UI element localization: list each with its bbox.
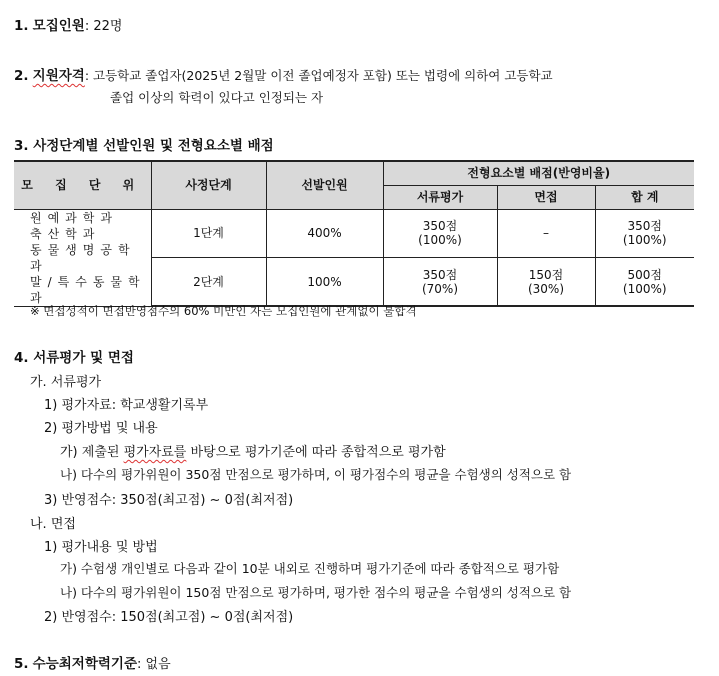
document-score-cell [383, 258, 497, 307]
unit-name: 축산학과 [30, 226, 101, 241]
minimum-csat-value: : 없음 [137, 657, 171, 672]
item-text-underlined: 평가자료를 [123, 445, 187, 460]
section-label: 수능최저학력기준 [32, 656, 137, 672]
document-method-heading: 2) 평가방법 및 내용 [44, 421, 158, 436]
section-number: 1. [14, 18, 29, 34]
section-title-selection: 3. 사정단계별 선발인원 및 전형요소별 배점 [14, 138, 274, 154]
header-unit: 모 집 단 위 [14, 161, 151, 209]
document-score-cell [383, 209, 497, 258]
section-recruitment-count [14, 14, 122, 34]
score-ratio: (100%) [622, 281, 667, 296]
recruitment-count-value: : 22명 [84, 19, 123, 34]
table-row [14, 209, 694, 258]
selection-table [14, 160, 694, 307]
header-interview: 면접 [497, 185, 595, 209]
item-text: 바탕으로 평가기준에 따라 종합적으로 평가함 [186, 445, 446, 460]
section-label: 지원자격 [32, 68, 85, 84]
section-title-evaluation: 4. 서류평가 및 면접 [14, 350, 134, 366]
interview-method-item-na: 나) 다수의 평가위원이 150점 만점으로 평가하며, 평가한 점수의 평균을 수험생의 성적으로 함 [60, 585, 572, 600]
interview-method-item-ga: 가) 수험생 개인별로 다음과 같이 10분 내외로 진행하며 평가기준에 따라 종합적으로 평가함 [60, 561, 560, 576]
stage-cell: 1단계 [151, 209, 266, 258]
document-material: 1) 평가자료: 학교생활기록부 [44, 398, 209, 413]
score-ratio: (70%) [421, 281, 459, 296]
score-value: 350점 [422, 219, 458, 234]
unit-name: 원예과학과 [30, 210, 118, 225]
header-stage: 사정단계 [151, 161, 266, 209]
score-value: 350점 [627, 219, 662, 234]
count-cell: 100% [266, 258, 383, 307]
interview-method-heading: 1) 평가내용 및 방법 [44, 540, 158, 555]
unit-name: 말/특수동물학과 [30, 274, 146, 305]
score-ratio: (100%) [418, 233, 462, 248]
score-value: 150점 [528, 267, 564, 282]
header-count: 선발인원 [266, 161, 383, 209]
fail-condition-note: ※ 면접성적이 면접반영점수의 60% 미만인 자는 모집인원에 관계없이 불합격 [30, 304, 417, 318]
interview-score-range: 2) 반영점수: 150점(최고점) ~ 0점(최저점) [44, 610, 294, 625]
document-method-item-na: 나) 다수의 평가위원이 350점 만점으로 평가하며, 이 평가점수의 평균을 수험생의 성적으로 함 [60, 467, 572, 482]
section-number: 5. [14, 656, 29, 672]
document-method-item-ga [60, 441, 446, 460]
eligibility-line-1: : 고등학교 졸업자(2025년 2월말 이전 졸업예정자 포함) 또는 법령에 의하여 고등학교 [84, 68, 553, 83]
interview-score-cell [497, 209, 595, 258]
score-ratio: (30%) [527, 281, 565, 296]
item-text: 가) 제출된 [60, 445, 124, 460]
unit-list [14, 209, 151, 306]
score-value: 500점 [627, 267, 662, 282]
subsection-document-review: 가. 서류평가 [30, 375, 102, 390]
unit-name: 동물생명공학과 [30, 242, 136, 273]
document-score-range: 3) 반영점수: 350점(최고점) ~ 0점(최저점) [44, 493, 294, 508]
count-cell: 400% [266, 209, 383, 258]
header-total: 합 계 [595, 185, 694, 209]
subsection-interview: 나. 면접 [30, 517, 76, 532]
section-minimum-csat [14, 652, 171, 672]
header-document-review: 서류평가 [383, 185, 497, 209]
section-eligibility [14, 64, 553, 84]
interview-score-cell [497, 258, 595, 307]
eligibility-line-2: 졸업 이상의 학력이 있다고 인정되는 자 [110, 90, 324, 105]
section-number: 2. [14, 68, 29, 84]
score-value: – [543, 226, 549, 241]
score-ratio: (100%) [622, 233, 667, 248]
section-label: 모집인원 [32, 18, 85, 34]
header-scores: 전형요소별 배점(반영비율) [383, 161, 694, 185]
score-value: 350점 [422, 267, 458, 282]
stage-cell: 2단계 [151, 258, 266, 307]
total-score-cell [595, 258, 694, 307]
total-score-cell [595, 209, 694, 258]
